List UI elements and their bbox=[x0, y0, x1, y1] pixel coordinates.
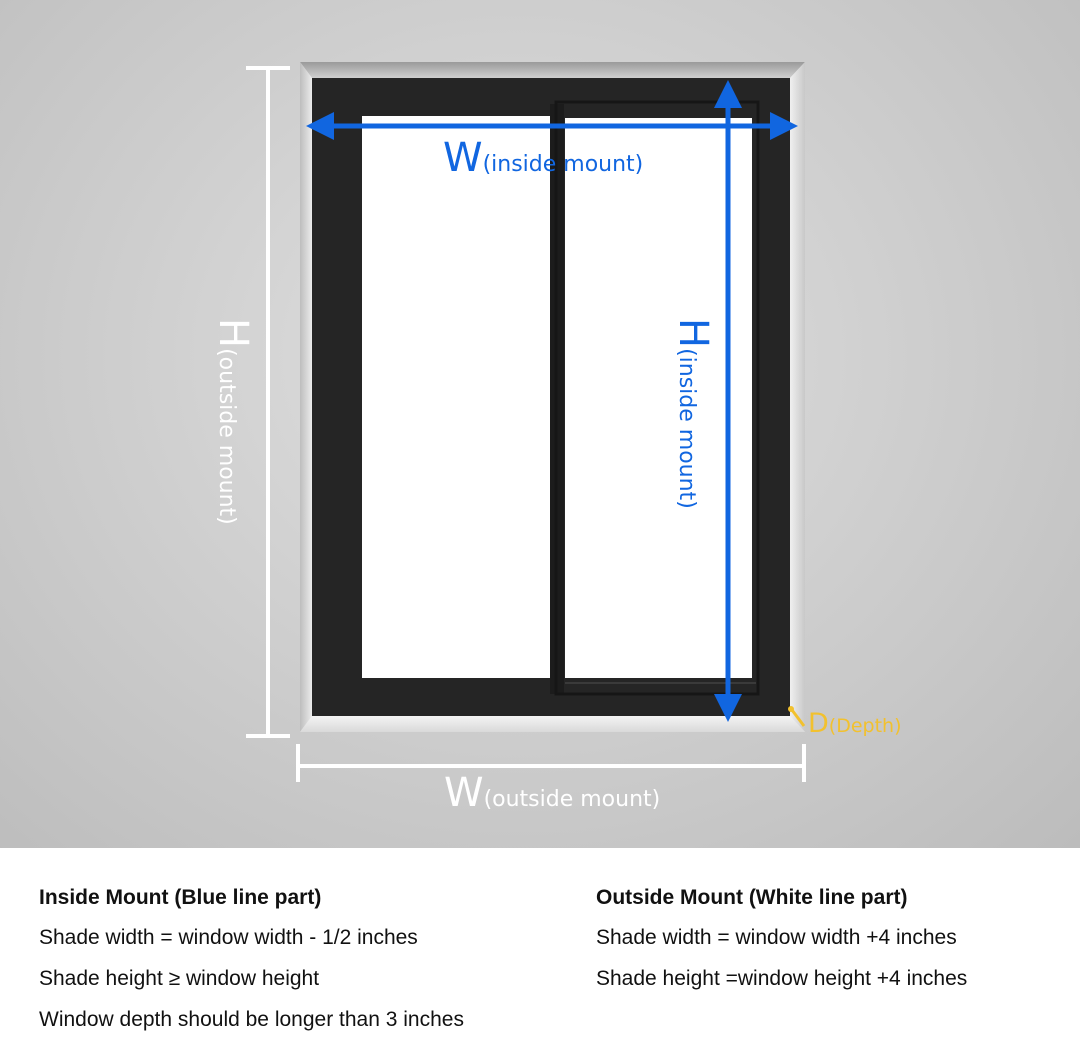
w-inside-label: W(inside mount) bbox=[443, 135, 644, 181]
inside-note-width: Shade width = window width - 1/2 inches bbox=[39, 926, 418, 949]
outside-mount-title: Outside Mount (White line part) bbox=[596, 886, 908, 909]
inside-mount-notes bbox=[39, 884, 464, 1047]
h-outside-label: H(outside mount) bbox=[210, 318, 256, 525]
w-outside-dimension bbox=[298, 744, 804, 782]
left-pane bbox=[362, 116, 550, 678]
inside-note-depth: Window depth should be longer than 3 inches bbox=[39, 1008, 464, 1031]
measurement-notes bbox=[0, 848, 1080, 1038]
h-outside-dimension bbox=[246, 68, 290, 736]
right-pane bbox=[565, 118, 752, 678]
outside-note-width: Shade width = window width +4 inches bbox=[596, 926, 957, 949]
depth-label: D(Depth) bbox=[808, 708, 902, 739]
w-outside-label: W(outside mount) bbox=[444, 770, 661, 816]
outside-mount-notes bbox=[596, 884, 967, 1006]
outside-note-height: Shade height =window height +4 inches bbox=[596, 967, 968, 990]
h-inside-label: H(inside mount) bbox=[670, 318, 716, 509]
inside-mount-title: Inside Mount (Blue line part) bbox=[39, 886, 322, 909]
inside-note-height: Shade height ≥ window height bbox=[39, 967, 320, 990]
